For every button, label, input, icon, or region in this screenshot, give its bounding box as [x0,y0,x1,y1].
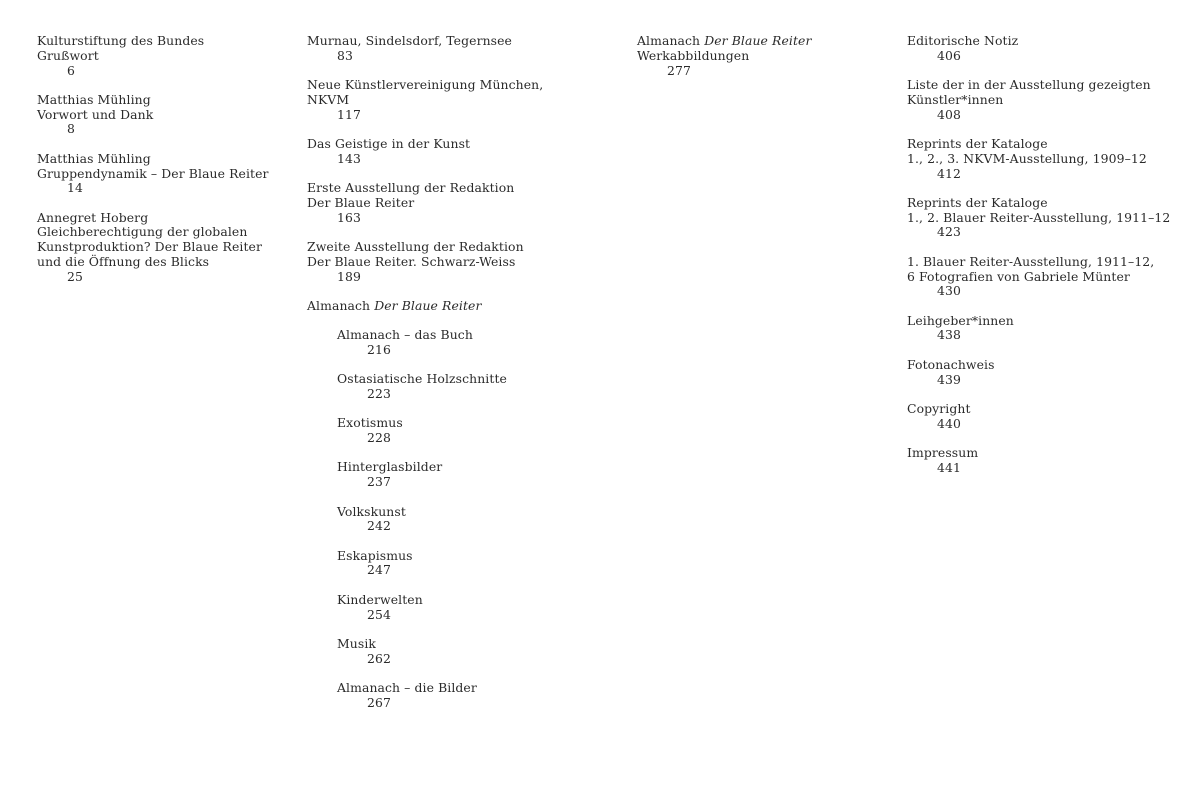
toc-entry-title-text: Musik [337,635,376,651]
toc-entry-title-line [337,416,607,431]
toc-entry-title-line [37,167,287,182]
toc-entry-title-line [337,505,607,520]
toc-entry [337,505,607,535]
toc-page-number: 8 [67,121,75,137]
toc-entry-title-line [907,270,1177,285]
toc-entry-title-text: Gleichberechtigung der globalen [37,224,248,240]
toc-entry-title-line [907,255,1177,270]
toc-page-number: 189 [337,268,361,284]
toc-page-number: 242 [367,518,391,534]
toc-entry-title-text: Murnau, Sindelsdorf, Tegernsee [307,33,512,48]
toc-entry-title-text: Liste der in der Ausstellung gezeigten [907,77,1151,93]
toc-column-4 [907,34,1177,490]
toc-entry-title-line [307,181,607,196]
toc-entry-title-line [37,255,287,270]
toc-entry-title-line [337,328,607,343]
toc-entry-title-line [907,196,1177,211]
toc-entry-title-text: Neue Künstlervereinigung München, [307,77,544,93]
toc-page-number: 228 [367,430,391,446]
toc-page-number: 14 [67,180,83,196]
toc-entry-title-line [307,196,607,211]
toc-entry-title-text: Der Blaue Reiter [307,194,415,210]
toc-page-number: 406 [937,47,961,63]
toc-entry-title-text: Der Blaue Reiter. Schwarz-Weiss [307,253,516,269]
toc-entry-title-line [37,225,287,240]
toc-entry [907,314,1177,344]
toc-entry-title-line [337,637,607,652]
toc-entry-title-text: NKVM [307,91,350,107]
toc-page-number: 237 [367,474,391,490]
toc-page-number: 423 [937,224,961,240]
toc-entry-title-line [907,93,1177,108]
toc-entry-title-line [307,255,607,270]
toc-entry [907,78,1177,122]
toc-entry-title-line [907,402,1177,417]
toc-column-3 [637,34,887,93]
toc-page-number: 277 [667,62,691,78]
toc-page-number: 267 [367,694,391,710]
toc-entry-title-text: Reprints der Kataloge [907,135,1048,151]
toc-entry-title-text: Fotonachweis [907,356,995,372]
toc-entry-title-text: Editorische Notiz [907,33,1019,48]
toc-entry-title-text: Vorwort und Dank [37,106,154,122]
toc-entry [907,196,1177,240]
toc-entry [37,211,287,285]
toc-entry-title-text: Matthias Mühling [37,91,151,107]
toc-entry-title-text: Zweite Ausstellung der Redaktion [307,238,524,254]
toc-entry [307,34,607,64]
toc-entry-title-line [907,358,1177,373]
toc-entry [907,358,1177,388]
toc-entry-title-text: Leihgeber*innen [907,312,1014,328]
toc-entry [337,460,607,490]
toc-page-number: 408 [937,106,961,122]
toc-entry-title-line [337,593,607,608]
toc-entry-title-line [337,372,607,387]
toc-entry-title-text: und die Öffnung des Blicks [37,254,210,270]
toc-entry-title-line [907,211,1177,226]
toc-entry [907,402,1177,432]
toc-entry [307,299,607,314]
toc-entry-title-line [37,49,287,64]
toc-entry-title-italic: Der Blaue Reiter [374,297,482,313]
toc-entry-title-line [37,152,287,167]
toc-entry-title-text: 1. Blauer Reiter-Ausstellung, 1911–12, [907,253,1155,269]
toc-entry-title-line [907,34,1177,49]
toc-entry-title-text: Hinterglasbilder [337,459,443,475]
toc-page-number: 117 [337,106,361,122]
toc-entry [637,34,887,78]
toc-entry-title-line [307,299,607,314]
toc-entry-title-text: Werkabbildungen [637,47,750,63]
toc-column-1 [37,34,287,299]
toc-entry-title-text: Reprints der Kataloge [907,194,1048,210]
toc-entry-title-text: Künstler*innen [907,91,1004,107]
toc-entry-title-text: Kunstproduktion? Der Blaue Reiter [37,239,262,255]
toc-entry-title-line [637,49,887,64]
toc-page-number: 143 [337,150,361,166]
toc-entry-title-line [37,108,287,123]
toc-entry-title-line [37,240,287,255]
toc-entry-title-text: Grußwort [37,47,99,63]
toc-entry [907,446,1177,476]
toc-entry [307,137,607,167]
toc-entry-title-line [307,34,607,49]
toc-entry [337,637,607,667]
toc-entry-title-text: Eskapismus [337,547,413,563]
toc-page-number: 441 [937,459,961,475]
toc-entry-title-text: Annegret Hoberg [37,209,149,225]
toc-entry-title-text: Exotismus [337,415,403,431]
toc-entry [907,34,1177,64]
toc-entry [907,137,1177,181]
toc-page-number: 223 [367,386,391,402]
toc-entry-title-text: 6 Fotografien von Gabriele Münter [907,268,1130,284]
toc-page-number: 25 [67,268,83,284]
toc-page-number: 254 [367,606,391,622]
toc-entry-title-italic: Der Blaue Reiter [704,33,812,48]
toc-entry-title-line [37,211,287,226]
toc-entry-title-text: Matthias Mühling [37,150,151,166]
toc-entry-title-line [337,549,607,564]
toc-entry-title-text: Erste Ausstellung der Redaktion [307,180,515,196]
toc-entry [37,93,287,137]
toc-page-number: 247 [367,562,391,578]
toc-entry-title-text: Almanach – die Bilder [337,679,477,695]
toc-entry-title-line [907,152,1177,167]
toc-entry-title-text: Copyright [907,400,971,416]
toc-entry-title-line [307,78,607,93]
toc-entry [337,549,607,579]
toc-page-number: 439 [937,371,961,387]
toc-page-number: 216 [367,341,391,357]
toc-page-number: 438 [937,327,961,343]
toc-page-number: 440 [937,415,961,431]
toc-entry-title-line [307,240,607,255]
toc-entry [907,255,1177,299]
toc-page-number: 6 [67,62,75,78]
toc-entry [337,416,607,446]
toc-entry-title-line [337,681,607,696]
toc-entry-title-line [907,78,1177,93]
toc-entry-title-line [907,446,1177,461]
toc-entry-title-text: Impressum [907,444,979,460]
toc-entry [337,328,607,358]
toc-entry-title-line [37,93,287,108]
toc-entry-title-text: Kulturstiftung des Bundes [37,33,205,48]
toc-entry-title-text: Almanach [637,33,705,48]
toc-entry-title-line [907,314,1177,329]
toc-column-2 [307,34,607,725]
toc-page-number: 163 [337,209,361,225]
toc-entry-title-line [307,93,607,108]
toc-entry-title-text: Volkskunst [337,503,406,519]
toc-page-number: 412 [937,165,961,181]
toc-entry [37,34,287,78]
toc-entry-title-line [337,460,607,475]
toc-entry [307,240,607,284]
toc-page-number: 430 [937,283,961,299]
toc-entry-title-text: Gruppendynamik – Der Blaue Reiter [37,165,269,181]
toc-entry-title-text: Ostasiatische Holzschnitte [337,371,507,387]
toc-page-number: 83 [337,47,353,63]
toc-page-number: 262 [367,650,391,666]
toc-entry-title-line [307,137,607,152]
toc-entry-title-text: 1., 2. Blauer Reiter-Ausstellung, 1911–12 [907,209,1171,225]
toc-entry-title-text: 1., 2., 3. NKVM-Ausstellung, 1909–12 [907,150,1147,166]
toc-entry [37,152,287,196]
toc-entry-title-line [637,34,887,49]
toc-entry [337,681,607,711]
toc-entry-title-text: Kinderwelten [337,591,423,607]
toc-entry-title-text: Almanach [307,297,375,313]
toc-entry-title-line [907,137,1177,152]
toc-entry [337,593,607,623]
toc-entry [307,78,607,122]
toc-entry [337,372,607,402]
toc-entry-title-line [37,34,287,49]
toc-entry-title-text: Das Geistige in der Kunst [307,135,471,151]
toc-entry [307,181,607,225]
toc-entry-title-text: Almanach – das Buch [337,327,473,343]
